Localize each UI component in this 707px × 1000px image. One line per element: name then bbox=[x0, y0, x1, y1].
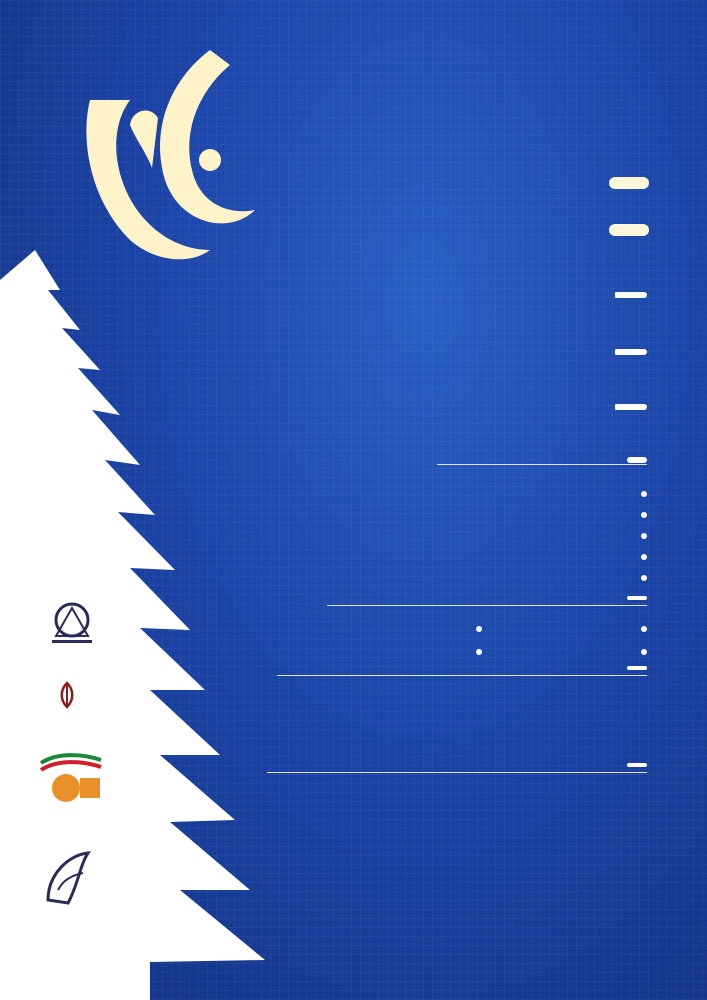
prizes-title bbox=[627, 763, 647, 767]
sponsor-logo-2 bbox=[36, 748, 106, 808]
bullet-icon bbox=[641, 554, 647, 560]
process-step bbox=[620, 570, 647, 584]
divider bbox=[437, 464, 647, 465]
registration-title bbox=[627, 666, 647, 670]
field-title-theatre bbox=[615, 404, 647, 410]
process-title bbox=[627, 457, 647, 463]
process-step bbox=[616, 528, 647, 542]
process-step bbox=[624, 486, 647, 500]
topic-item bbox=[635, 621, 647, 637]
process-step bbox=[620, 549, 647, 563]
bullet-icon bbox=[641, 649, 647, 655]
sponsor-logo-3 bbox=[38, 845, 98, 910]
divider bbox=[327, 605, 647, 606]
workshop-pill bbox=[609, 177, 649, 189]
process-step bbox=[624, 507, 647, 521]
divider bbox=[267, 772, 647, 773]
bullet-icon bbox=[641, 512, 647, 518]
field-title-visual-arts bbox=[615, 292, 647, 298]
certificate-pill bbox=[609, 224, 649, 236]
topic-item bbox=[470, 644, 482, 660]
iran-emblem-logo bbox=[52, 680, 82, 710]
sponsor-logo-1 bbox=[42, 598, 102, 648]
bullet-icon bbox=[476, 626, 482, 632]
topics-title bbox=[627, 596, 647, 600]
bullet-icon bbox=[641, 491, 647, 497]
bullet-icon bbox=[641, 626, 647, 632]
topic-item bbox=[470, 621, 482, 637]
topic-item bbox=[635, 644, 647, 660]
bullet-icon bbox=[641, 575, 647, 581]
bullet-icon bbox=[641, 533, 647, 539]
divider bbox=[277, 675, 647, 676]
kaj-logo bbox=[60, 40, 265, 270]
field-title-screenwriting bbox=[615, 349, 647, 355]
bullet-icon bbox=[476, 649, 482, 655]
